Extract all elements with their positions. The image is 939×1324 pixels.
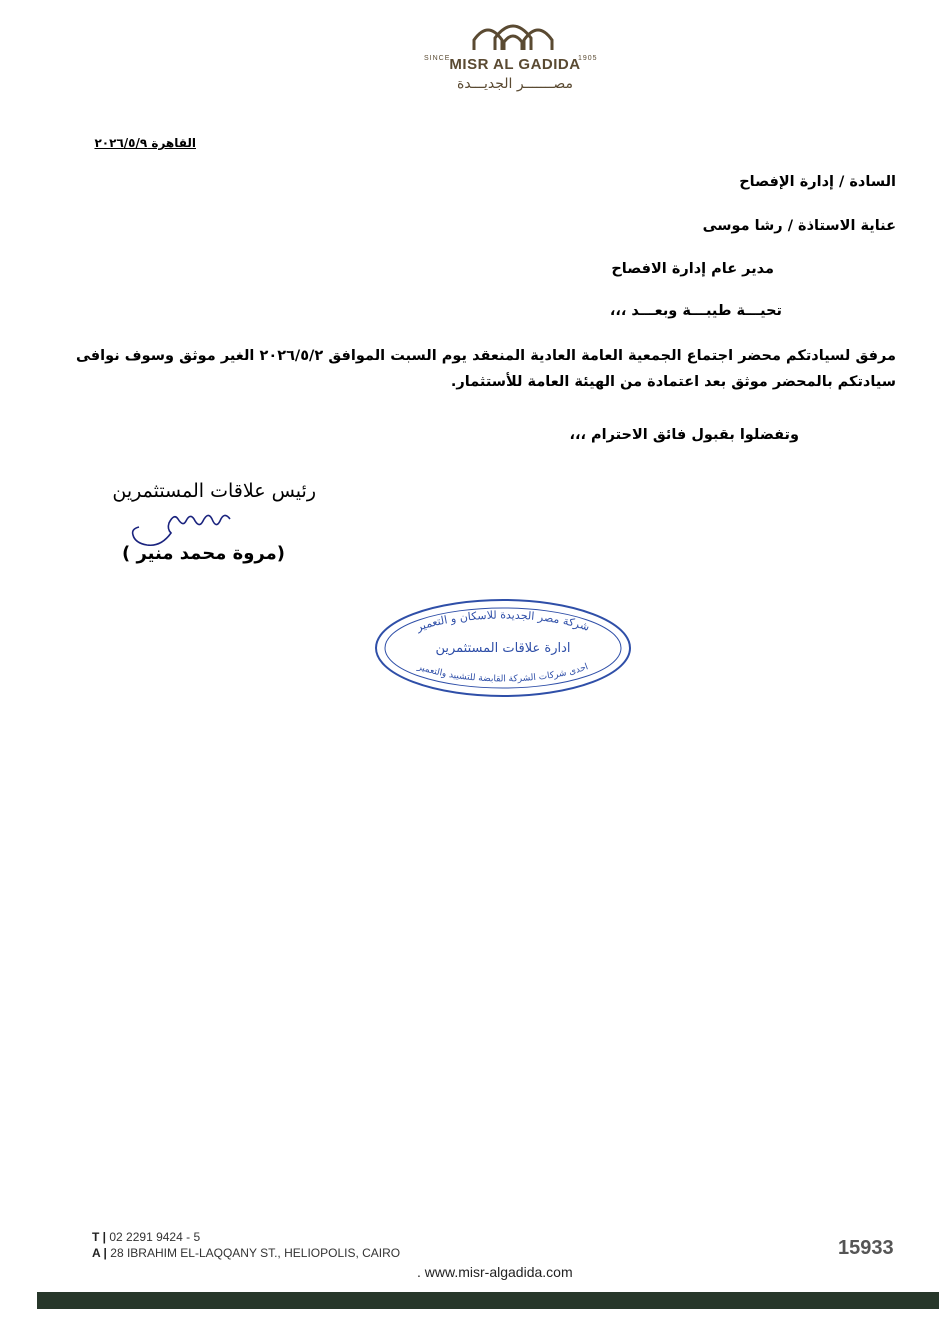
svg-text:شركة مصر الجديدة للاسكان و الت	[414, 609, 592, 635]
phone-number: 02 2291 9424 - 5	[109, 1230, 201, 1244]
signatory-name: (مروة محمد منير )	[121, 543, 285, 564]
closing: وتفضلوا بقبول فائق الاحترام ،،،	[569, 427, 799, 443]
footer-contact	[92, 1229, 400, 1261]
recipient-line-2: عناية الاستاذة / رشا موسى	[702, 218, 896, 234]
stamp-center-text: ادارة علاقات المستثمرين	[435, 641, 571, 656]
phone-label: T |	[92, 1230, 107, 1244]
letter-body: مرفق لسيادتكم محضر اجتماع الجمعية العامة العادية المنعقد يوم السبت الموافق ٢٠٢٦/٥/٢ الغير موثق وسوف نوافى سيادتكم بالمحضر موثق بعد اعتمادة من الهيئة العامة للأستثمار.	[76, 348, 896, 390]
logo-name-en: MISR AL GADIDA	[449, 56, 581, 73]
greeting: تحيـــة طيبـــة وبعـــد ،،،	[609, 303, 782, 319]
logo-arches-icon	[468, 18, 558, 52]
svg-text:احدى شركات الشركة القابضة للتش	[415, 662, 589, 685]
logo-since: SINCE	[424, 55, 451, 62]
document-number: 15933	[838, 1237, 894, 1259]
signature-title: رئيس علاقات المستثمرين	[112, 480, 316, 502]
stamp-top-text: شركة مصر الجديدة للاسكان و التعمير	[414, 608, 592, 634]
letter-date: القاهرة ٢٠٢٦/٥/٩	[94, 136, 196, 150]
footer-address-row	[92, 1245, 400, 1261]
stamp-bottom-text: احدى شركات الشركة القابضة للتشييد والتعمير	[416, 662, 590, 685]
footer-bar	[37, 1292, 939, 1309]
recipient-line-3: مدير عام إدارة الافصاح	[611, 261, 774, 277]
address: 28 IBRAHIM EL-LAQQANY ST., HELIOPOLIS, CAIRO	[110, 1246, 401, 1260]
footer-phone-row	[92, 1229, 400, 1245]
logo-year: 1905	[578, 55, 598, 62]
address-label: A |	[92, 1246, 107, 1260]
company-stamp	[372, 596, 634, 700]
logo-name-ar: مصـــــــر الجديـــدة	[457, 76, 573, 92]
recipient-line-1: السادة / إدارة الإفصاح	[739, 174, 896, 190]
website-link[interactable]: . www.misr-algadida.com	[417, 1264, 573, 1280]
